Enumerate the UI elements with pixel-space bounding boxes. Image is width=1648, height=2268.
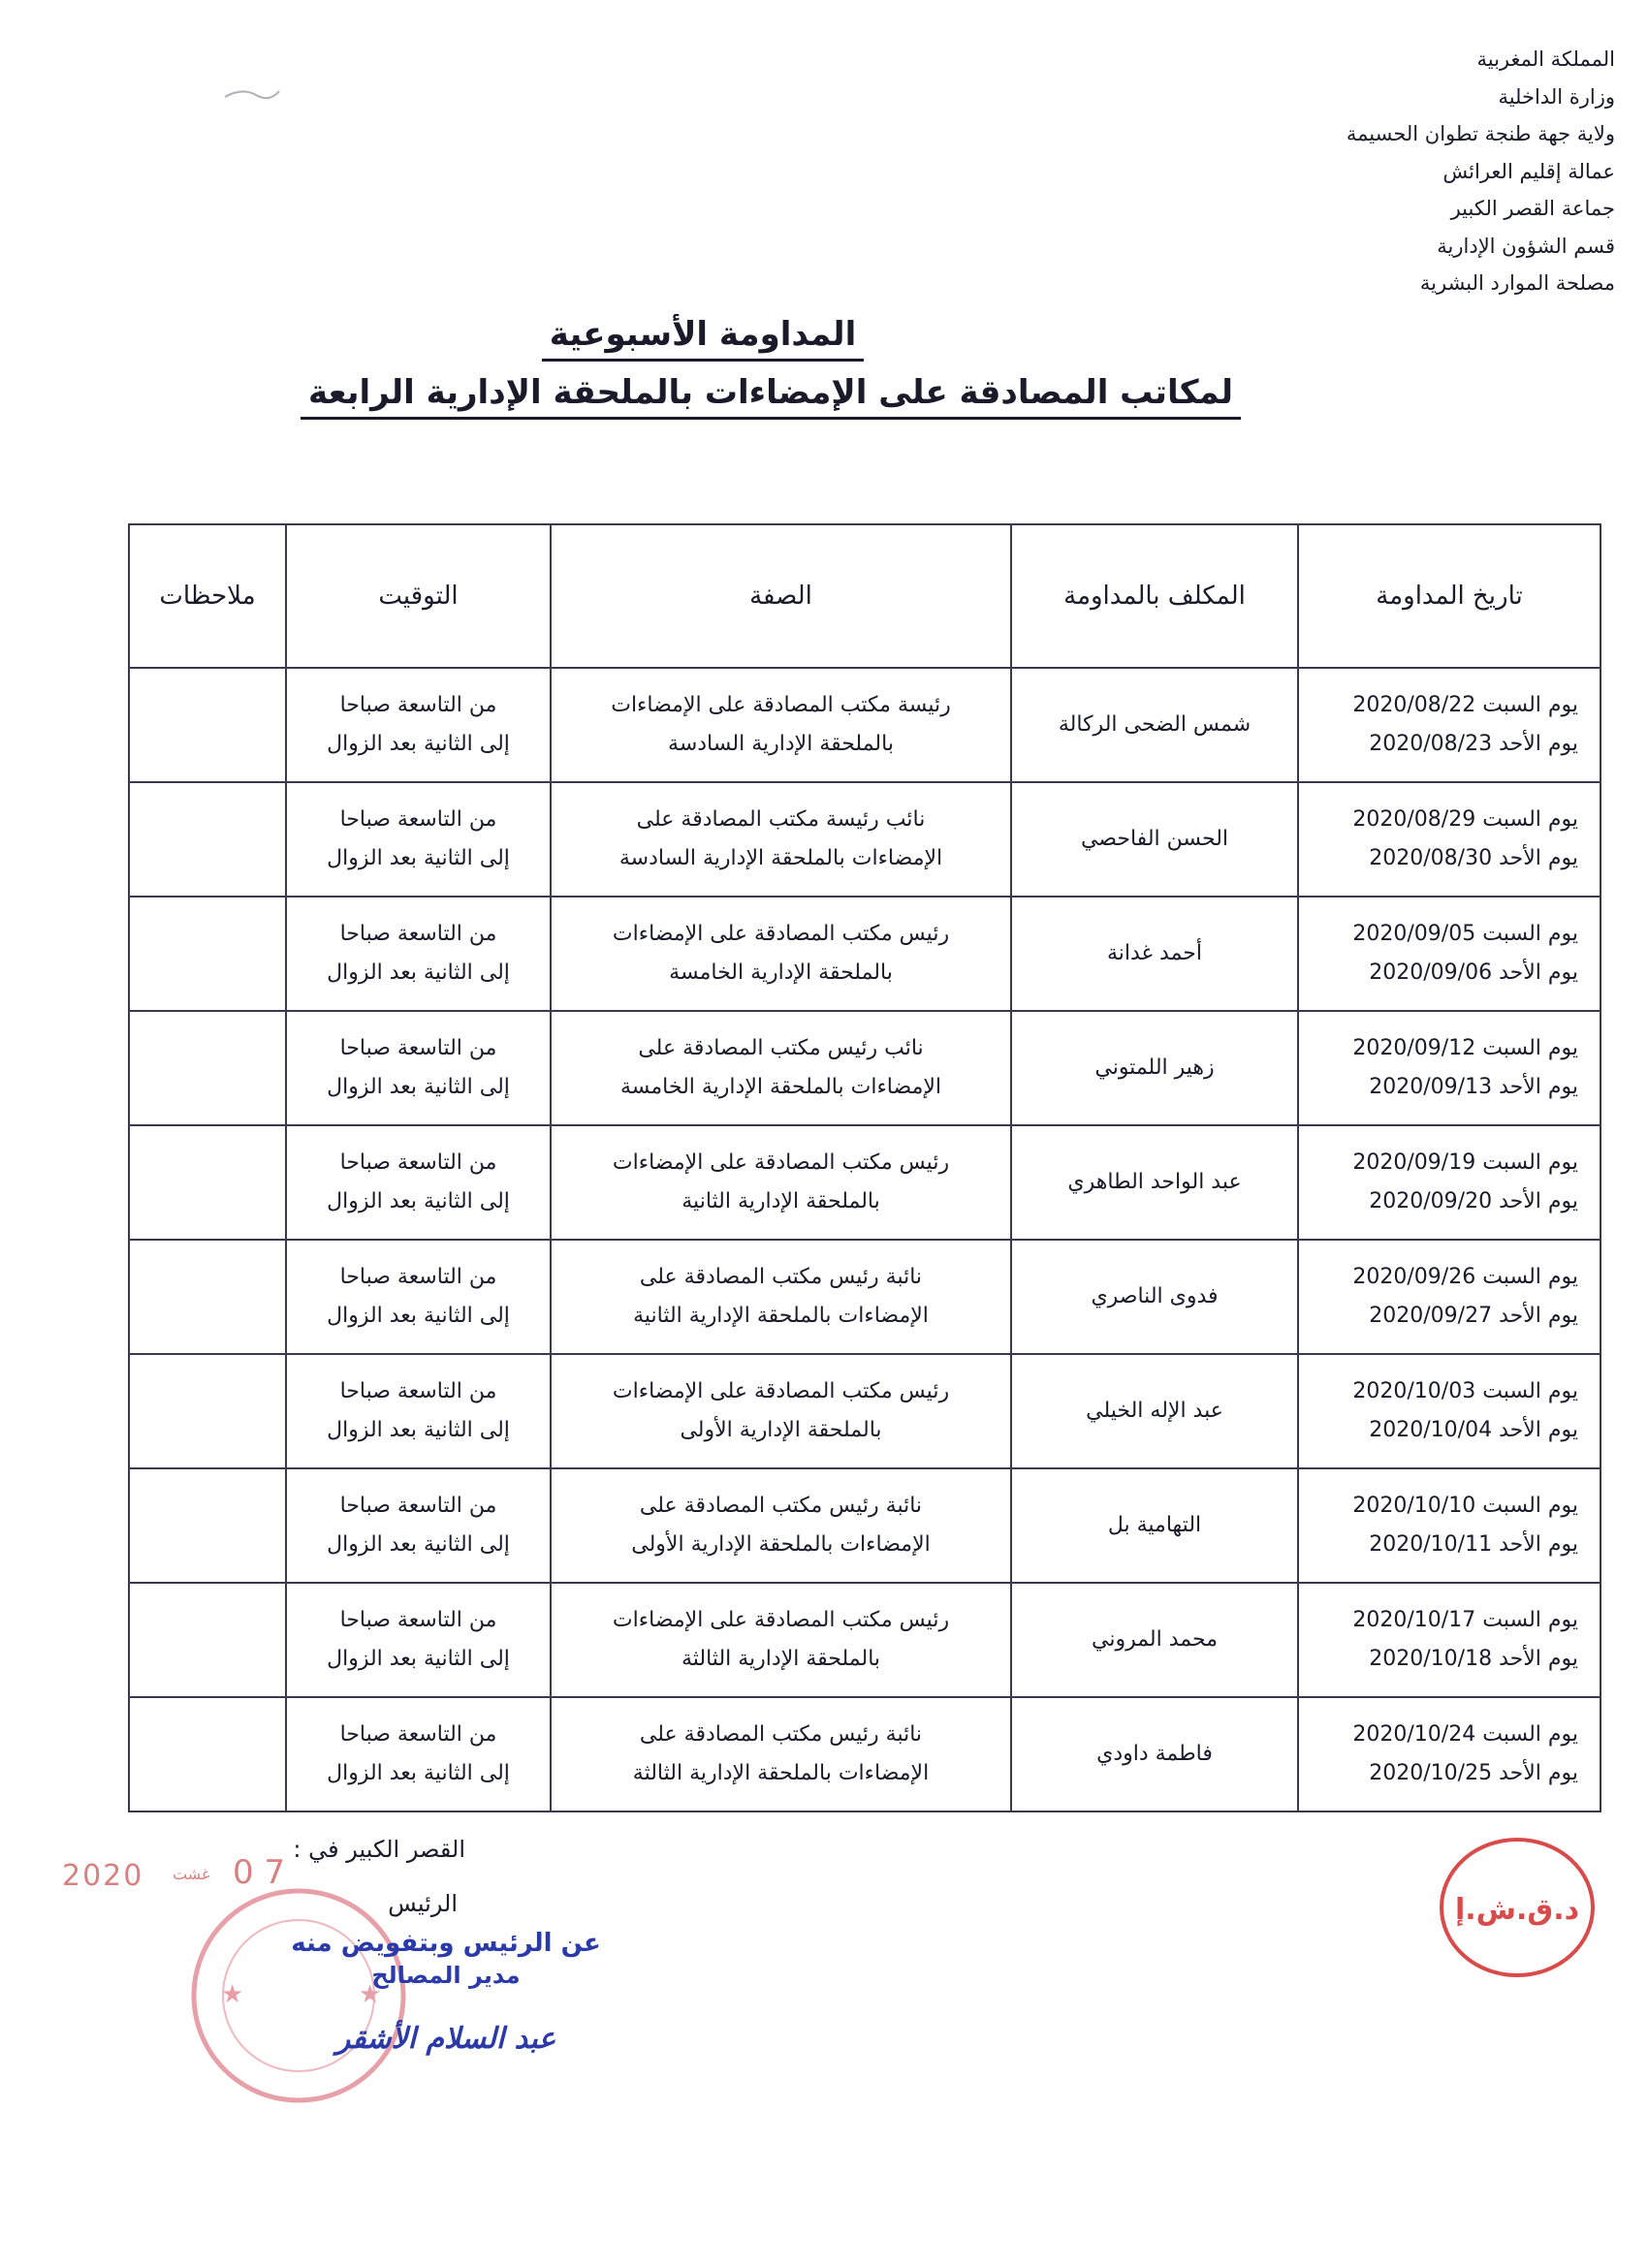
notes-cell <box>129 897 286 1011</box>
table-row <box>129 1468 1600 1583</box>
time-end: إلى الثانية بعد الزوال <box>327 846 510 870</box>
time-cell <box>286 897 551 1011</box>
role-line: بالملحقة الإدارية الثانية <box>681 1189 880 1213</box>
svg-text:★: ★ <box>221 1980 244 2009</box>
administrative-header <box>1111 41 1615 302</box>
duty-date-cell <box>1298 897 1600 1011</box>
notes-cell <box>129 782 286 897</box>
table-row <box>129 897 1600 1011</box>
header-line: وزارة الداخلية <box>1498 84 1615 109</box>
saturday-date: يوم السبت 2020/09/19 <box>1352 1150 1578 1175</box>
assignee-cell: الحسن الفاحصي <box>1011 782 1298 897</box>
table-header-row <box>129 524 1600 668</box>
role-cell <box>551 1011 1011 1125</box>
sunday-date: يوم الأحد 2020/10/25 <box>1369 1761 1578 1785</box>
president-label: الرئيس <box>388 1890 458 1917</box>
time-cell <box>286 782 551 897</box>
duty-date-cell <box>1298 1354 1600 1468</box>
duty-date-cell <box>1298 1583 1600 1697</box>
sunday-date: يوم الأحد 2020/09/20 <box>1369 1189 1578 1213</box>
signature-title: مدير المصالح <box>371 1962 521 1989</box>
saturday-date: يوم السبت 2020/10/17 <box>1352 1608 1578 1632</box>
registry-seal-text: د.ق.ش.إ <box>1454 1893 1580 1927</box>
assignee-cell: التهامية بل <box>1011 1468 1298 1583</box>
role-cell <box>551 782 1011 897</box>
table-row <box>129 1011 1600 1125</box>
page-subtitle: لمكاتب المصادقة على الإمضاءات بالملحقة الإدارية الرابعة <box>0 373 1595 412</box>
signature-block <box>233 1929 659 2056</box>
role-line: نائبة رئيس مكتب المصادقة على <box>639 1265 923 1289</box>
time-end: إلى الثانية بعد الزوال <box>327 1647 510 1671</box>
role-cell <box>551 668 1011 782</box>
time-cell <box>286 668 551 782</box>
time-start: من التاسعة صباحا <box>339 1379 497 1403</box>
role-line: بالملحقة الإدارية الخامسة <box>669 961 893 985</box>
time-end: إلى الثانية بعد الزوال <box>327 1761 510 1785</box>
time-start: من التاسعة صباحا <box>339 693 497 717</box>
registry-seal-icon <box>1425 1830 1609 1985</box>
role-line: الإمضاءات بالملحقة الإدارية الثانية <box>633 1304 929 1328</box>
duty-date-cell <box>1298 1011 1600 1125</box>
place-date-label: القصر الكبير في : <box>293 1836 465 1863</box>
time-end: إلى الثانية بعد الزوال <box>327 1418 510 1442</box>
saturday-date: يوم السبت 2020/08/22 <box>1352 693 1578 717</box>
time-cell <box>286 1354 551 1468</box>
column-header-date: تاريخ المداومة <box>1298 524 1600 668</box>
role-line: رئيس مكتب المصادقة على الإمضاءات <box>612 1379 950 1403</box>
header-line: عمالة إقليم العرائش <box>1442 159 1615 183</box>
signature-name: عبد السلام الأشقر <box>335 2022 556 2056</box>
time-start: من التاسعة صباحا <box>339 807 497 832</box>
time-cell <box>286 1697 551 1811</box>
assignee-cell: محمد المروني <box>1011 1583 1298 1697</box>
stamp-day: 0 7 <box>233 1853 286 1892</box>
role-line: الإمضاءات بالملحقة الإدارية الأولى <box>631 1532 931 1557</box>
stamp-year: 2020 <box>62 1859 144 1893</box>
notes-cell <box>129 1011 286 1125</box>
saturday-date: يوم السبت 2020/08/29 <box>1352 807 1578 832</box>
time-end: إلى الثانية بعد الزوال <box>327 961 510 985</box>
table-row <box>129 1240 1600 1354</box>
assignee-cell: زهير اللمتوني <box>1011 1011 1298 1125</box>
role-line: رئيس مكتب المصادقة على الإمضاءات <box>612 1608 950 1632</box>
sunday-date: يوم الأحد 2020/09/27 <box>1369 1304 1578 1328</box>
time-cell <box>286 1240 551 1354</box>
time-start: من التاسعة صباحا <box>339 1722 497 1747</box>
role-line: الإمضاءات بالملحقة الإدارية السادسة <box>618 846 943 870</box>
table-row <box>129 1697 1600 1811</box>
sunday-date: يوم الأحد 2020/09/06 <box>1369 961 1578 985</box>
role-line: نائب رئيس مكتب المصادقة على <box>638 1036 924 1060</box>
duty-date-cell <box>1298 1125 1600 1240</box>
role-line: بالملحقة الإدارية الأولى <box>680 1418 882 1442</box>
assignee-cell: شمس الضحى الركالة <box>1011 668 1298 782</box>
role-cell <box>551 897 1011 1011</box>
header-line: ولاية جهة طنجة تطوان الحسيمة <box>1346 122 1615 145</box>
time-start: من التاسعة صباحا <box>339 922 497 946</box>
role-line: نائب رئيسة مكتب المصادقة على <box>636 807 926 832</box>
column-header-notes: ملاحظات <box>129 524 286 668</box>
column-header-time: التوقيت <box>286 524 551 668</box>
assignee-cell: فدوى الناصري <box>1011 1240 1298 1354</box>
time-cell <box>286 1125 551 1240</box>
sunday-date: يوم الأحد 2020/08/23 <box>1369 732 1578 756</box>
duty-date-cell <box>1298 1468 1600 1583</box>
assignee-cell: فاطمة داودي <box>1011 1697 1298 1811</box>
time-start: من التاسعة صباحا <box>339 1494 497 1518</box>
time-cell <box>286 1011 551 1125</box>
duty-date-cell <box>1298 668 1600 782</box>
saturday-date: يوم السبت 2020/09/12 <box>1352 1036 1578 1060</box>
stamp-month: غشت <box>173 1865 210 1883</box>
notes-cell <box>129 1468 286 1583</box>
scan-mark-icon <box>223 83 281 103</box>
role-cell <box>551 1125 1011 1240</box>
saturday-date: يوم السبت 2020/09/26 <box>1352 1265 1578 1289</box>
time-end: إلى الثانية بعد الزوال <box>327 732 510 756</box>
time-start: من التاسعة صباحا <box>339 1265 497 1289</box>
table-row <box>129 668 1600 782</box>
sunday-date: يوم الأحد 2020/09/13 <box>1369 1075 1578 1099</box>
role-cell <box>551 1240 1011 1354</box>
notes-cell <box>129 1583 286 1697</box>
saturday-date: يوم السبت 2020/10/03 <box>1352 1379 1578 1403</box>
table-row <box>129 1125 1600 1240</box>
role-line: بالملحقة الإدارية السادسة <box>668 732 894 756</box>
time-cell <box>286 1468 551 1583</box>
sunday-date: يوم الأحد 2020/10/18 <box>1369 1647 1578 1671</box>
time-end: إلى الثانية بعد الزوال <box>327 1075 510 1099</box>
header-line: المملكة المغربية <box>1476 47 1615 71</box>
role-cell <box>551 1468 1011 1583</box>
time-end: إلى الثانية بعد الزوال <box>327 1189 510 1213</box>
column-header-assignee: المكلف بالمداومة <box>1011 524 1298 668</box>
header-line: مصلحة الموارد البشرية <box>1419 271 1615 295</box>
duty-date-cell <box>1298 782 1600 897</box>
notes-cell <box>129 1354 286 1468</box>
signature-delegation: عن الرئيس وبتفويض منه <box>291 1929 601 1958</box>
notes-cell <box>129 1125 286 1240</box>
role-cell <box>551 1354 1011 1468</box>
sunday-date: يوم الأحد 2020/10/11 <box>1369 1532 1578 1557</box>
time-cell <box>286 1583 551 1697</box>
sunday-date: يوم الأحد 2020/10/04 <box>1369 1418 1578 1442</box>
role-line: نائبة رئيس مكتب المصادقة على <box>639 1494 923 1518</box>
saturday-date: يوم السبت 2020/10/24 <box>1352 1722 1578 1747</box>
assignee-cell: أحمد غدانة <box>1011 897 1298 1011</box>
notes-cell <box>129 668 286 782</box>
saturday-date: يوم السبت 2020/10/10 <box>1352 1494 1578 1518</box>
duty-date-cell <box>1298 1240 1600 1354</box>
page-title: المداومة الأسبوعية <box>0 315 1527 354</box>
header-line: قسم الشؤون الإدارية <box>1437 234 1615 258</box>
role-line: نائبة رئيس مكتب المصادقة على <box>639 1722 923 1747</box>
assignee-cell: عبد الواحد الطاهري <box>1011 1125 1298 1240</box>
role-line: الإمضاءات بالملحقة الإدارية الخامسة <box>619 1075 942 1099</box>
duty-date-cell <box>1298 1697 1600 1811</box>
saturday-date: يوم السبت 2020/09/05 <box>1352 922 1578 946</box>
role-line: بالملحقة الإدارية الثالثة <box>681 1647 881 1671</box>
role-line: الإمضاءات بالملحقة الإدارية الثالثة <box>632 1761 930 1785</box>
role-cell <box>551 1697 1011 1811</box>
column-header-role: الصفة <box>551 524 1011 668</box>
time-start: من التاسعة صباحا <box>339 1150 497 1175</box>
time-start: من التاسعة صباحا <box>339 1036 497 1060</box>
table-row <box>129 782 1600 897</box>
notes-cell <box>129 1240 286 1354</box>
sunday-date: يوم الأحد 2020/08/30 <box>1369 846 1578 870</box>
header-line: جماعة القصر الكبير <box>1450 197 1615 220</box>
role-line: رئيس مكتب المصادقة على الإمضاءات <box>612 922 950 946</box>
time-end: إلى الثانية بعد الزوال <box>327 1532 510 1557</box>
role-cell <box>551 1583 1011 1697</box>
assignee-cell: عبد الإله الخيلي <box>1011 1354 1298 1468</box>
time-end: إلى الثانية بعد الزوال <box>327 1304 510 1328</box>
notes-cell <box>129 1697 286 1811</box>
svg-text:★: ★ <box>359 1980 382 2009</box>
time-start: من التاسعة صباحا <box>339 1608 497 1632</box>
duty-schedule-table <box>128 523 1601 1812</box>
table-row <box>129 1583 1600 1697</box>
role-line: رئيس مكتب المصادقة على الإمضاءات <box>612 1150 950 1175</box>
table-row <box>129 1354 1600 1468</box>
role-line: رئيسة مكتب المصادقة على الإمضاءات <box>611 693 951 717</box>
